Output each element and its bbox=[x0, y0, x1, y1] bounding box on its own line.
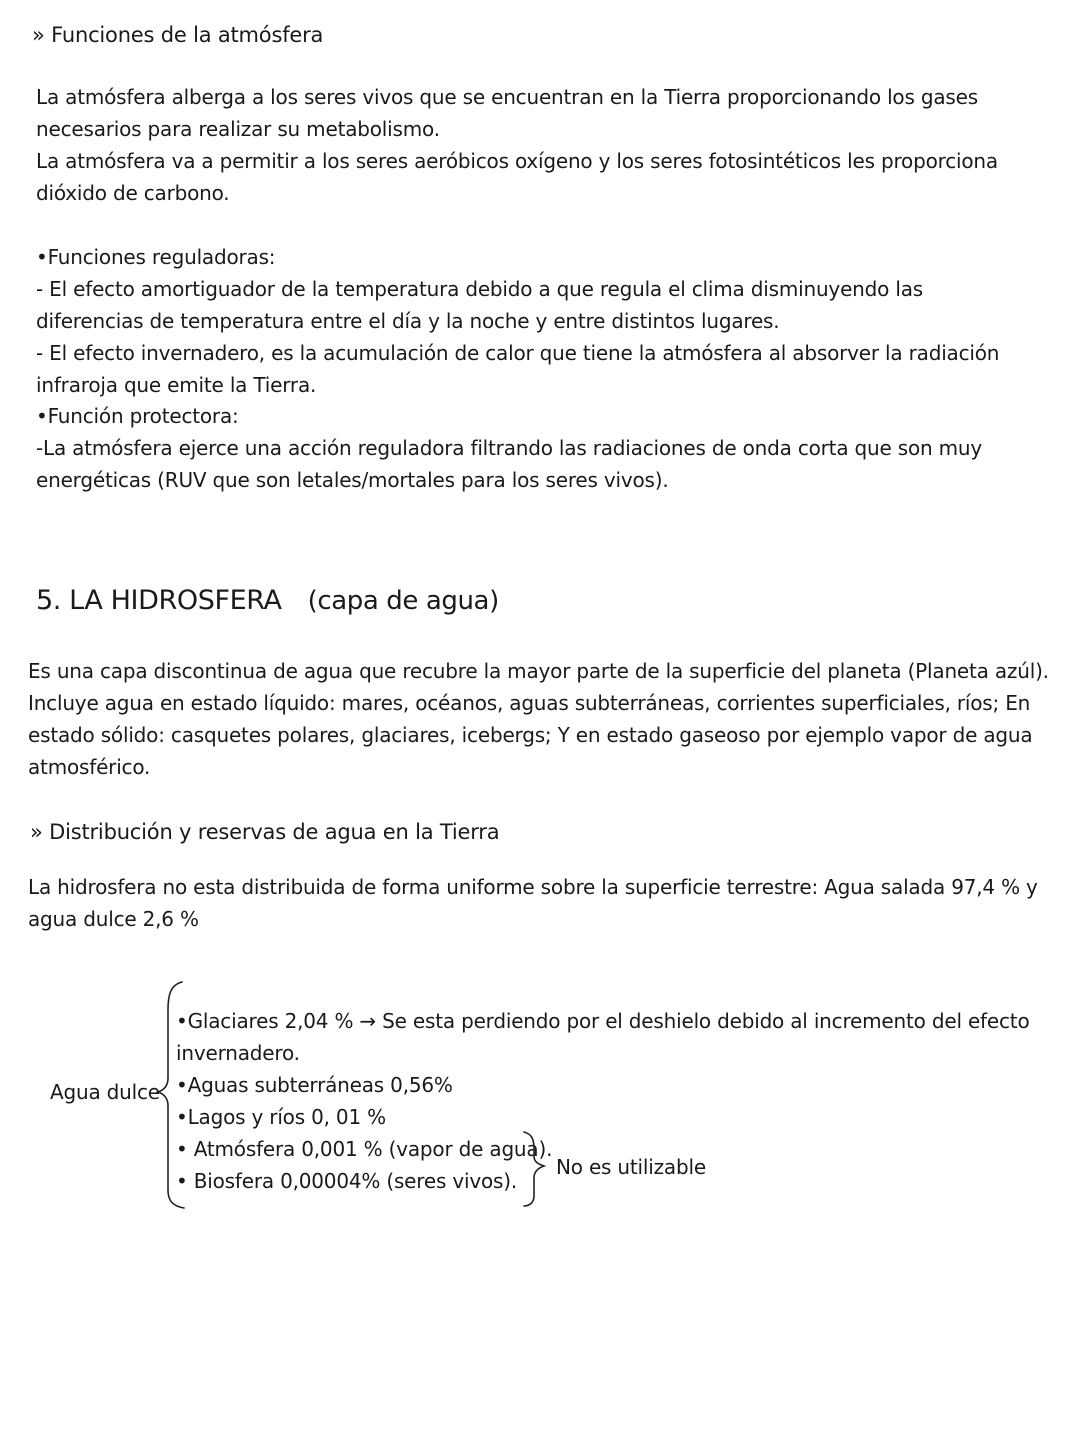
protective-function-line: -La atmósfera ejerce una acción reguladora filtrando las radiaciones de onda corta que son muy bbox=[36, 436, 983, 460]
hydrosphere-intro-line: estado sólido: casquetes polares, glaciares, icebergs; Y en estado gaseoso por ejemplo vapor de agua bbox=[28, 723, 1033, 747]
regulatory-function-line: diferencias de temperatura entre el día y la noche y entre distintos lugares. bbox=[36, 309, 780, 333]
atmosphere-intro-line: La atmósfera va a permitir a los seres aeróbicos oxígeno y los seres fotosintéticos les proporciona bbox=[36, 149, 998, 173]
water-distribution-heading: » Distribución y reservas de agua en la Tierra bbox=[30, 820, 500, 844]
hydrosphere-intro-line: atmosférico. bbox=[28, 755, 151, 779]
hydrosphere-title-text: 5. LA HIDROSFERA bbox=[36, 585, 282, 616]
fresh-water-item: •Glaciares 2,04 % → Se esta perdiendo por el deshielo debido al incremento del efecto bbox=[176, 1009, 1030, 1033]
atmosphere-intro-line: necesarios para realizar su metabolismo. bbox=[36, 117, 440, 141]
protective-function-subheading: •Función protectora: bbox=[36, 404, 239, 428]
water-distribution-line: agua dulce 2,6 % bbox=[28, 907, 199, 931]
fresh-water-label: Agua dulce bbox=[50, 1080, 160, 1104]
not-usable-label: No es utilizable bbox=[556, 1155, 706, 1179]
fresh-water-item: •Lagos y ríos 0, 01 % bbox=[176, 1105, 386, 1129]
protective-function-line: energéticas (RUV que son letales/mortales para los seres vivos). bbox=[36, 468, 669, 492]
fresh-water-item: •Aguas subterráneas 0,56% bbox=[176, 1073, 453, 1097]
atmosphere-intro-line: dióxido de carbono. bbox=[36, 181, 230, 205]
fresh-water-item: • Biosfera 0,00004% (seres vivos). bbox=[176, 1169, 517, 1193]
regulatory-function-line: - El efecto invernadero, es la acumulación de calor que tiene la atmósfera al absorver la radiación bbox=[36, 341, 1000, 365]
hydrosphere-intro-line: Incluye agua en estado líquido: mares, océanos, aguas subterráneas, corrientes superficiales, ríos; En bbox=[28, 691, 1031, 715]
fresh-water-item: invernadero. bbox=[176, 1041, 300, 1065]
regulatory-function-line: - El efecto amortiguador de la temperatura debido a que regula el clima disminuyendo las bbox=[36, 277, 923, 301]
atmosphere-functions-heading: » Funciones de la atmósfera bbox=[32, 23, 324, 47]
regulatory-functions-subheading: •Funciones reguladoras: bbox=[36, 245, 276, 269]
regulatory-function-line: infraroja que emite la Tierra. bbox=[36, 373, 317, 397]
hydrosphere-subtitle: (capa de agua) bbox=[307, 586, 499, 616]
atmosphere-intro-line: La atmósfera alberga a los seres vivos que se encuentran en la Tierra proporcionando los gases bbox=[36, 85, 978, 109]
fresh-water-item: • Atmósfera 0,001 % (vapor de agua). bbox=[176, 1137, 553, 1161]
water-distribution-line: La hidrosfera no esta distribuida de forma uniforme sobre la superficie terrestre: Agua salada 97,4 % y bbox=[28, 875, 1038, 899]
hydrosphere-intro-line: Es una capa discontinua de agua que recubre la mayor parte de la superficie del planeta (Planeta azúl). bbox=[28, 659, 1049, 683]
